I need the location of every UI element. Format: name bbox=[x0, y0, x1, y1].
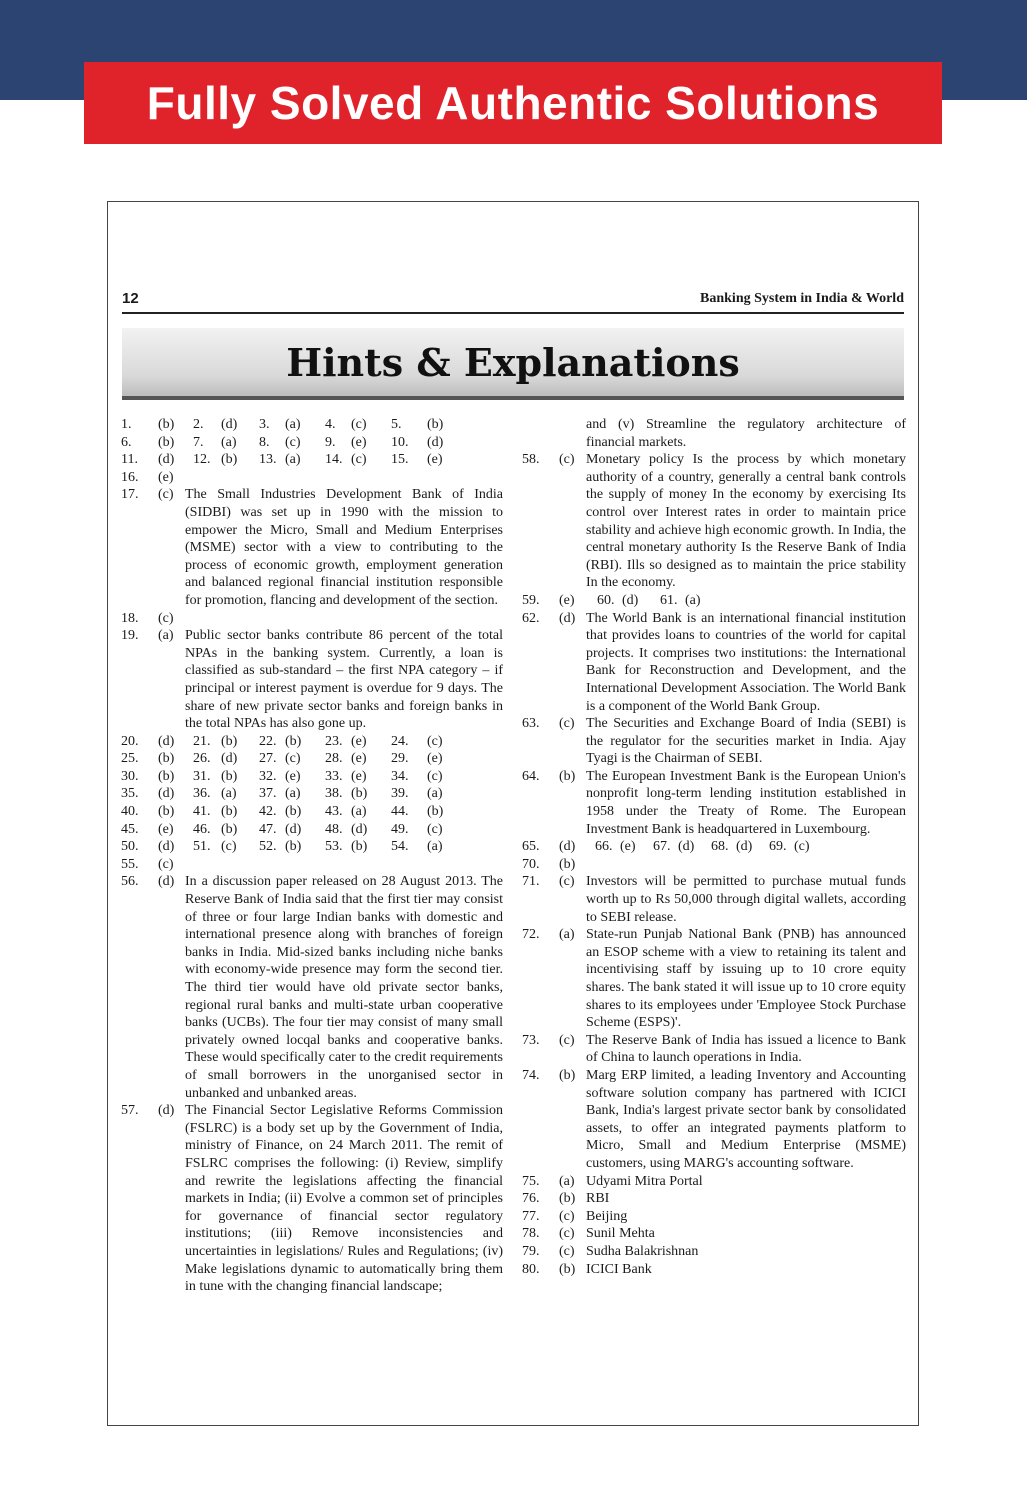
answer-item: 56. (d) In a discussion paper released on 28 August 2013. The Reserve Bank of India said that the first tier may consist of three or four large Indian banks with domestic and international presence along with branches of foreign banks in India. Mid-sized banks including niche banks with economy-wide presence may form the second tier. The third tier would have old private sector banks, regional rural banks and multi-state urban cooperative banks (UCBs). The four tier may consist of many small privately owned locqal banks and cooperative banks. These would specifically cater to the credit requirements of small borrowers in the unorganised sector in unbanked and unbanked areas. bbox=[121, 874, 503, 1101]
answer-item: 64. (b) The European Investment Bank is the European Union's nonprofit long-term lending institution established in 1958 under the Treaty of Rome. The European Investment Bank is headquartered in Luxembourg. bbox=[522, 768, 906, 837]
answer-item: 17. (c) The Small Industries Development Bank of India (SIDBI) was set up in 1990 with the mission to empower the Micro, Small and Medium Enterprises (MSME) sector with a view to contributing to the process of economic growth, employment generation and balanced regional financial institution responsible for promotion, flancing and development of the section. bbox=[121, 487, 503, 608]
answer-cell: 38. (b) bbox=[325, 786, 368, 802]
short-answer-text: Sudha Balakrishnan bbox=[586, 1243, 699, 1259]
answer-cell: 30. (b) bbox=[121, 768, 175, 784]
answer-item: 16. (e) bbox=[121, 469, 174, 485]
answer-cell: 36. (a) bbox=[193, 786, 237, 802]
answer-cell: 9. (e) bbox=[325, 434, 367, 450]
answer-cell: 40. (b) bbox=[121, 804, 175, 820]
short-answer-list bbox=[522, 1173, 906, 1279]
answer-row bbox=[121, 451, 503, 469]
explanation-text: The European Investment Bank is the European Union's nonprofit long-term lending institution established in 1958 under the Treaty of Rome. The European Investment Bank is headquartered in Luxembourg. bbox=[586, 768, 906, 837]
answer-cell: 66. (e) bbox=[595, 839, 636, 855]
answer-cell: 4. (c) bbox=[325, 417, 367, 432]
answer-grid-59-61 bbox=[522, 592, 906, 610]
explanation-text: Marg ERP limited, a leading Inventory and Accounting software solution company has partnered with ICICI Bank, India's largest private sector bank by consolidated assets, to offer an integrated payments platform to Micro, Small and Medium Enterprise (MSME) customers, using MARG's accounting software. bbox=[586, 1067, 906, 1171]
answer-item: 58. (c) Monetary policy Is the process by which monetary authority of a country, generally a central bank controls the supply of money In the economy by exercising Its control over Interest rates in order to maintain price stability and achieve high economic growth. In India, the central monetary authority Is the Reserve Bank of India (RBI). Ills so designed as to maintain the price stability In the economy. bbox=[522, 452, 906, 591]
answer-cell: 3. (a) bbox=[259, 417, 301, 432]
explanation-text: Public sector banks contribute 86 percent of the total NPAs in the banking system. Currently, a loan is classified as sub-standard – the first NPA category – if principal or interest payment is overdue for 9 days. The share of new private sector banks and foreign banks in the total NPAs has also gone up. bbox=[185, 628, 503, 732]
short-answer-text: RBI bbox=[586, 1191, 610, 1207]
answer-row bbox=[121, 785, 503, 803]
book-page bbox=[107, 201, 919, 1426]
answer-row bbox=[121, 434, 503, 452]
short-answer-text: Beijing bbox=[586, 1208, 628, 1224]
answer-item: 74. (b) Marg ERP limited, a leading Inventory and Accounting software solution company has partnered with ICICI Bank, India's largest private sector bank by consolidated assets, to offer an integrated payments platform to Micro, Small and Medium Enterprise (MSME) customers, using MARG's accounting software. bbox=[522, 1067, 906, 1171]
explanation-text: The Financial Sector Legislative Reforms Commission (FSLRC) is a body set up by the Government of India, ministry of Finance, on 24 March 2011. The remit of FSLRC comprises the following: (i) Review, simplify and rewrite the legislations affecting the financial markets in India; (ii) Evolve a common set of principles for governance of financial sector regulatory institutions; (iii) Remove inconsistencies and uncertainties in legislations/ Rules and Regulations; (iv) Make legislations dynamic to automatically bring them in tune with the changing financial landscape; bbox=[185, 1103, 503, 1295]
answer-cell: 28. (e) bbox=[325, 751, 367, 767]
answer-cell: 54. (a) bbox=[391, 839, 443, 855]
answer-cell: 21. (b) bbox=[193, 733, 238, 749]
short-answer-text: ICICI Bank bbox=[586, 1261, 652, 1277]
answer-cell: 35. (d) bbox=[121, 786, 175, 802]
answer-cell: 23. (e) bbox=[325, 733, 367, 749]
section-title: Hints & Explanations bbox=[286, 339, 740, 385]
title-banner bbox=[84, 62, 942, 144]
answer-cell: 32. (e) bbox=[259, 768, 301, 784]
answer-cell: 37. (a) bbox=[259, 786, 301, 802]
answer-cell: 14. (c) bbox=[325, 452, 367, 468]
answer-cell: 1. (b) bbox=[121, 417, 175, 432]
answer-cell: 12. (b) bbox=[193, 452, 238, 468]
explanation-text: Investors will be permitted to purchase mutual funds worth up to Rs 50,000 through digital wallets, according to SEBI release. bbox=[586, 874, 906, 925]
answer-cell: 2. (d) bbox=[193, 417, 238, 432]
answer-cell: 39. (a) bbox=[391, 786, 443, 802]
answer-cell: 15. (e) bbox=[391, 452, 443, 468]
banner-title: Fully Solved Authentic Solutions bbox=[146, 77, 880, 129]
answer-cell: 61. (a) bbox=[660, 592, 701, 608]
answer-item: 62. (d) The World Bank is an international financial institution that provides loans to countries of the world for capital projects. It comprises two institutions: the International Bank for Reconstruction and Development, and the International Development Association. The World Bank is a component of the World Bank Group. bbox=[522, 610, 906, 714]
answer-item: 79. (c) Sudha Balakrishnan bbox=[522, 1243, 906, 1261]
answer-cell: 59. (e) bbox=[522, 592, 575, 608]
answer-cell: 42. (b) bbox=[259, 804, 302, 820]
answer-cell: 53. (b) bbox=[325, 839, 368, 855]
section-title-bar bbox=[122, 328, 904, 400]
answer-cell: 46. (b) bbox=[193, 821, 238, 837]
answer-cell: 11. (d) bbox=[121, 452, 175, 468]
answer-cell: 48. (d) bbox=[325, 821, 368, 837]
answer-item: 72. (a) State-run Punjab National Bank (PNB) has announced an ESOP scheme with a view to retaining its talent and incentivising staff by issuing up to 10 crore equity shares. The bank stated it will issue up to 10 crore equity shares to its employees under 'Employee Stock Purchase Scheme (ESPS)'. bbox=[522, 927, 906, 1031]
answer-row bbox=[121, 803, 503, 821]
answer-row bbox=[121, 750, 503, 768]
answer-row bbox=[522, 592, 906, 610]
answer-cell: 26. (d) bbox=[193, 751, 238, 767]
answer-cell: 20. (d) bbox=[121, 733, 175, 749]
answer-cell: 5. (b) bbox=[391, 417, 444, 432]
answer-cell: 52. (b) bbox=[259, 839, 302, 855]
answer-grid-20-54 bbox=[121, 733, 503, 856]
answer-cell: 50. (d) bbox=[121, 839, 175, 855]
page-number: 12 bbox=[122, 290, 139, 307]
answer-cell: 8. (c) bbox=[259, 434, 301, 450]
explanation-text: and (v) Streamline the regulatory architecture of financial markets. bbox=[586, 417, 906, 450]
answer-row bbox=[121, 733, 503, 751]
answer-grid-65-69 bbox=[522, 838, 906, 856]
explanation-text: The World Bank is an international financial institution that provides loans to countries of the world for capital projects. It comprises two institutions: the International Bank for Reconstruction and Development, and the International Development Association. The World Bank is a component of the World Bank Group. bbox=[586, 610, 906, 714]
answer-item: 71. (c) Investors will be permitted to purchase mutual funds worth up to Rs 50,000 through digital wallets, according to SEBI release. bbox=[522, 874, 906, 925]
answer-cell: 47. (d) bbox=[259, 821, 302, 837]
answer-item-continued bbox=[522, 416, 906, 451]
answer-row bbox=[121, 768, 503, 786]
answer-cell: 31. (b) bbox=[193, 768, 238, 784]
answer-item: 19. (a) Public sector banks contribute 86 percent of the total NPAs in the banking system. Currently, a loan is classified as sub-standard – the first NPA category – if principal or interest payment is overdue for 9 days. The share of new private sector banks and foreign banks in the total NPAs has also gone up. bbox=[121, 628, 503, 732]
explanation-text: The Securities and Exchange Board of India (SEBI) is the regulator for the securities market in India. Ajay Tyagi is the Chairman of SEBI. bbox=[586, 716, 906, 767]
answer-cell: 45. (e) bbox=[121, 821, 174, 837]
answer-item: 73. (c) The Reserve Bank of India has issued a licence to Bank of China to launch operations in India. bbox=[522, 1032, 906, 1066]
answer-cell: 69. (c) bbox=[769, 839, 810, 855]
answer-cell: 29. (e) bbox=[391, 751, 443, 767]
left-column bbox=[121, 416, 503, 1296]
answer-cell: 41. (b) bbox=[193, 804, 238, 820]
explanation-text: The Reserve Bank of India has issued a licence to Bank of China to launch operations in India. bbox=[586, 1032, 906, 1066]
answer-cell: 6. (b) bbox=[121, 434, 175, 450]
answer-cell: 34. (c) bbox=[391, 768, 443, 784]
answer-item: 55. (c) bbox=[121, 856, 174, 872]
answer-cell: 43. (a) bbox=[325, 804, 367, 820]
answer-cell: 27. (c) bbox=[259, 751, 301, 767]
answer-cell: 44. (b) bbox=[391, 804, 444, 820]
running-head: Banking System in India & World bbox=[700, 291, 904, 306]
short-answer-text: Sunil Mehta bbox=[586, 1226, 655, 1242]
answer-cell: 51. (c) bbox=[193, 839, 237, 855]
answer-cell: 10. (d) bbox=[391, 434, 444, 450]
answer-cell: 13. (a) bbox=[259, 452, 301, 468]
answer-item: 80. (b) ICICI Bank bbox=[522, 1261, 906, 1279]
answer-item: 76. (b) RBI bbox=[522, 1190, 906, 1208]
answer-cell: 67. (d) bbox=[653, 839, 695, 855]
short-answer-text: Udyami Mitra Portal bbox=[586, 1173, 703, 1189]
explanation-text: In a discussion paper released on 28 August 2013. The Reserve Bank of India said that the first tier may consist of three or four large Indian banks with domestic and international presence along with branches of foreign banks in India. Mid-sized banks including niche banks with economy-wide presence may form the second tier. The third tier would have old private sector banks, regional rural banks and multi-state urban cooperative banks (UCBs). The four tier may consist of many small privately owned locqal banks and cooperative banks. These would specifically cater to the credit requirements of small borrowers in the unorganised sector in unbanked and unbanked areas. bbox=[185, 874, 503, 1101]
answer-cell: 33. (e) bbox=[325, 768, 367, 784]
answer-item: 77. (c) Beijing bbox=[522, 1208, 906, 1226]
answer-item: 75. (a) Udyami Mitra Portal bbox=[522, 1173, 906, 1191]
answer-cell: 68. (d) bbox=[711, 839, 753, 855]
right-column bbox=[522, 416, 906, 1278]
answer-cell: 7. (a) bbox=[193, 434, 237, 450]
answer-cell: 22. (b) bbox=[259, 733, 302, 749]
answer-row bbox=[522, 838, 906, 856]
answer-item: 18. (c) bbox=[121, 610, 174, 626]
answer-cell: 60. (d) bbox=[597, 592, 639, 608]
answer-cell: 65. (d) bbox=[522, 839, 576, 855]
page-header bbox=[122, 290, 904, 314]
answer-cell: 49. (c) bbox=[391, 821, 443, 837]
answer-item: 63. (c) The Securities and Exchange Board of India (SEBI) is the regulator for the securities market in India. Ajay Tyagi is the Chairman of SEBI. bbox=[522, 716, 906, 767]
answer-item: 78. (c) Sunil Mehta bbox=[522, 1225, 906, 1243]
answer-item: 70. (b) bbox=[522, 856, 576, 872]
answer-cell: 24. (c) bbox=[391, 733, 443, 749]
explanation-text: Monetary policy Is the process by which monetary authority of a country, generally a central bank controls the supply of money In the economy by exercising Its control over Interest rates in order to maintain price stability and achieve high economic growth. In India, the central monetary authority Is the Reserve Bank of India (RBI). Ills so designed as to maintain the price stability In the economy. bbox=[586, 452, 906, 591]
answer-cell: 25. (b) bbox=[121, 751, 175, 767]
answer-item: 57. (d) The Financial Sector Legislative Reforms Commission (FSLRC) is a body set up by the Government of India, ministry of Finance, on 24 March 2011. The remit of FSLRC comprises the following: (i) Review, simplify and rewrite the legislations affecting the financial markets in India; (ii) Evolve a common set of principles for governance of financial sector regulatory institutions; (iii) Remove inconsistencies and uncertainties in legislations/ Rules and Regulations; (iv) Make legislations dynamic to automatically bring them in tune with the changing financial landscape; bbox=[121, 1103, 503, 1295]
explanation-text: The Small Industries Development Bank of India (SIDBI) was set up in 1990 with the mission to empower the Micro, Small and Medium Enterprises (MSME) sector with a view to contributing to the process of economic growth, employment generation and balanced regional financial institution responsible for promotion, flancing and development of the section. bbox=[185, 487, 503, 608]
answer-row bbox=[121, 821, 503, 839]
answer-row bbox=[121, 416, 503, 434]
answer-grid-1-15 bbox=[121, 416, 503, 469]
answer-row bbox=[121, 838, 503, 856]
explanation-text: State-run Punjab National Bank (PNB) has announced an ESOP scheme with a view to retaining its talent and incentivising staff by issuing up to 10 crore equity shares. The bank stated it will issue up to 10 crore equity shares to its employees under 'Employee Stock Purchase Scheme (ESPS)'. bbox=[586, 927, 906, 1031]
